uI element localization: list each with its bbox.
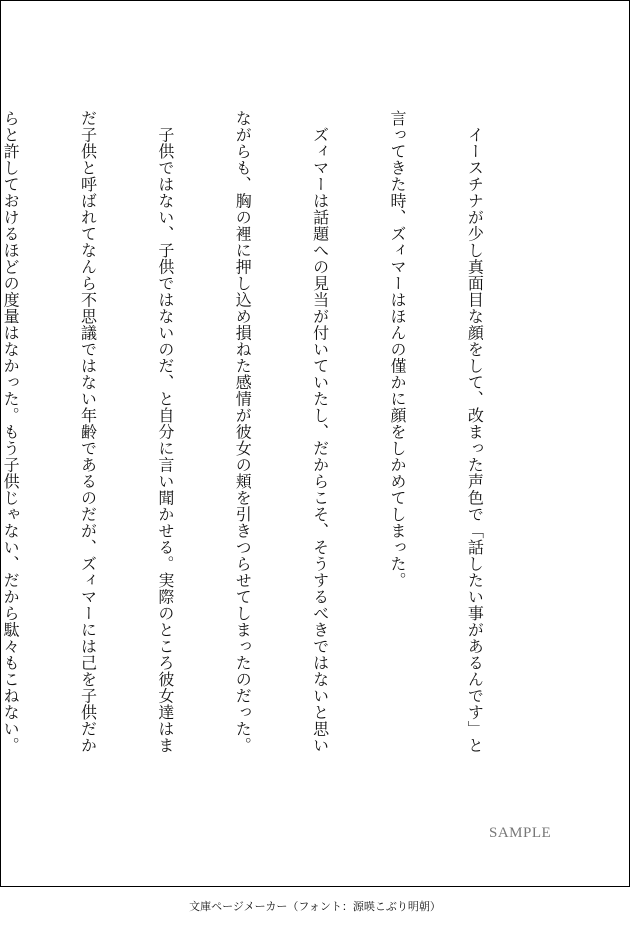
vertical-text-block	[0, 110, 539, 800]
sample-watermark: SAMPLE	[489, 825, 552, 841]
text-line: らと許しておけるほどの度量はなかった。もう子供じゃない、だから駄々もこねない。	[1, 110, 21, 754]
footer-caption: 文庫ページメーカー（フォント：源暎こぶり明朝）	[189, 900, 441, 913]
text-line: 言ってきた時、ズィマーはほんの僅かに顔をしかめてしまった。	[388, 110, 408, 589]
text-line: イースチナが少し真面目な顔をして、改まった声色で「話したい事があるんです」と	[465, 110, 485, 754]
text-line: ズィマーは話題への見当が付いていたし、だからこそ、そうするべきではないと思い	[310, 110, 330, 754]
text-line: ながらも、胸の裡に押し込め損ねた感情が彼女の頬を引きつらせてしまったのだった。	[233, 110, 253, 754]
text-line: だ子供と呼ばれてなんら不思議ではない年齢であるのだが、ズィマーには己を子供だか	[78, 110, 98, 754]
text-line: 子供ではない、子供ではないのだ、と自分に言い聞かせる。実際のところ彼女達はま	[155, 110, 175, 754]
